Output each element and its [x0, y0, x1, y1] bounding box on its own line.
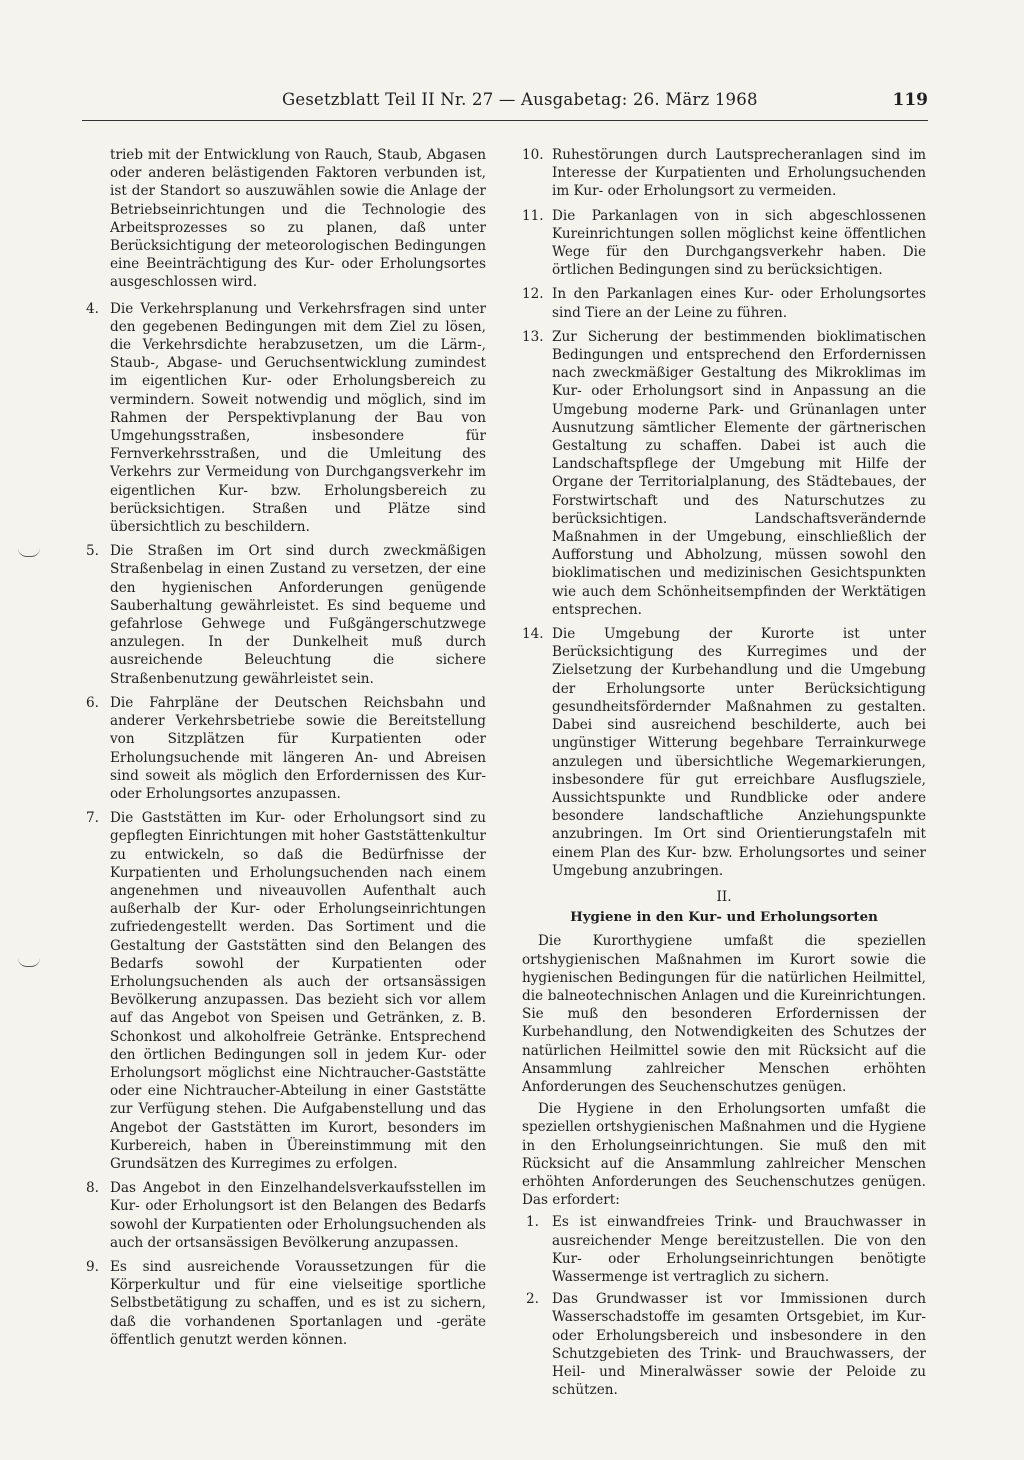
continuation-paragraph: trieb mit der Entwicklung von Rauch, Staub, Abgasen oder anderen belästigenden Faktoren verbunden ist, ist der Standort so auszuwählen sowie die Anlage der Betriebseinrichtungen und die Technologie des Arbeitsprozesses so zu planen, daß unter Berücksichtigung der meteorologischen Bedingungen eine Beeinträchtigung des Kur- oder Erholungsortes ausgeschlossen wird. — [110, 147, 486, 291]
item-text: Das Angebot in den Einzelhandelsverkaufsstellen im Kur- oder Erholungsort ist den Belangen des Bedarfs sowohl der Kurpatienten oder Erholungsuchenden als auch der ortsansässigen Bevölkerung anzupassen. — [110, 1180, 486, 1251]
item-number: 8. — [86, 1180, 99, 1197]
item-number: 6. — [86, 694, 99, 711]
item-number: 11. — [522, 207, 544, 224]
numbered-item — [522, 285, 926, 321]
page-number: 119 — [892, 90, 928, 110]
numbered-item — [522, 207, 926, 280]
margin-mark — [18, 548, 40, 557]
numbered-item — [526, 1213, 926, 1286]
page-header — [82, 90, 928, 121]
numbered-item — [526, 1290, 926, 1399]
item-text: Die Straßen im Ort sind durch zweckmäßigen Straßenbelag in einen Zustand zu versetzen, der eine den hygienischen Anforderungen genügende Sauberhaltung gewährleistet. Es sind bequeme und gefahrlose Gehwege und Fußgängerschutzwege anzulegen. In der Dunkelheit muß durch ausreichende Beleuchtung die sichere Straßenbenutzung gewährleistet sein. — [110, 543, 486, 687]
left-column — [86, 146, 486, 1355]
numbered-item — [86, 300, 486, 537]
numbered-item — [522, 625, 926, 880]
section-number: II. — [716, 888, 732, 905]
item-text: Die Gaststätten im Kur- oder Erholungsort sind zu gepflegten Einrichtungen mit hoher Gaststättenkultur zu entwickeln, so daß die Bedürfnisse der Kurpatienten und Erholungsuchenden nach einem angenehmen und niveauvollen Aufenthalt auch außerhalb der Kur- oder Erholungseinrichtungen zufriedengestellt werden. Das Sortiment und die Gestaltung der Gaststätten sind den Belangen des Bedarfs sowohl der Kurpatienten oder Erholungsuchenden als auch der ortsansässigen Bevölkerung anzupassen. Das bezieht sich vor allem auf das Angebot von Speisen und Getränken, z. B. Schonkost und alkoholfreie Getränke. Entsprechend den örtlichen Bedingungen soll in jedem Kur- oder Erholungsort möglichst eine Nichtraucher-Gaststätte oder eine Nichtraucher-Abteilung in einer Gaststätte zur Verfügung stehen. Die Aufgabenstellung und das Angebot der Gaststätten im Kurort, besonders im Kurbereich, haben in Übereinstimmung mit den Grundsätzen des Kurregimes zu erfolgen. — [110, 810, 486, 1172]
item-number: 5. — [86, 543, 99, 560]
section-paragraph: Die Kurorthygiene umfaßt die speziellen ortshygienischen Maßnahmen im Kurort sowie die hygienischen Bedingungen für die natürlichen Heilmittel, die balneotechnischen Anlagen und die Kureinrichtungen. Sie muß den besonderen Erfordernissen der Kurbehandlung, den Notwendigkeiten des Schutzes der natürlichen Heilmittel sowie den mit Rücksicht auf die Ansammlung zahlreicher Menschen erhöhten Anforderungen des Seuchenschutzes genügen. — [522, 933, 926, 1095]
item-text: Die Parkanlagen von in sich abgeschlossenen Kureinrichtungen sollen möglichst keine öffentlichen Wege für den Durchgangsverkehr haben. Die örtlichen Bedingungen sind zu berücksichtigen. — [552, 207, 926, 279]
numbered-item — [86, 809, 486, 1173]
right-column — [522, 146, 926, 1403]
numbered-item — [86, 542, 486, 688]
section-paragraph: Die Hygiene in den Erholungsorten umfaßt die speziellen ortshygienischen Maßnahmen und die Hygiene in den Erholungseinrichtungen. Sie muß den mit Rücksicht auf die Ansammlung zahlreicher Menschen erhöhten Anforderungen des Seuchenschutzes genügen. Das erfordert: — [522, 1101, 926, 1209]
item-text: Es ist einwandfreies Trink- und Brauchwasser in ausreichender Menge bereitzustellen. Die von den Kur- oder Erholungseinrichtungen benötigte Wassermenge ist vertraglich zu sichern. — [552, 1214, 926, 1285]
item-number: 14. — [522, 626, 544, 643]
item-number: 7. — [86, 810, 99, 827]
item-number: 1. — [526, 1214, 539, 1231]
margin-mark — [18, 958, 40, 967]
item-number: 10. — [522, 147, 544, 163]
item-number: 4. — [86, 300, 99, 317]
item-number: 9. — [86, 1258, 99, 1275]
item-text: Die Verkehrsplanung und Verkehrsfragen sind unter den gegebenen Bedingungen mit dem Ziel zu lösen, die Verkehrsdichte herabzusetzen, um die Lärm-, Staub-, Abgase- und Geruchsentwicklung zumindest im eigentlichen Kur- oder Erholungsbereich zu vermindern. Soweit notwendig und möglich, sind im Rahmen der Perspektivplanung der Bau von Umgehungsstraßen, insbesondere für Fernverkehrsstraßen, und die Umleitung des Verkehrs zur Vermeidung von Durchgangsverkehr im eigentlichen Kur- bzw. Erholungsbereich zu berücksichtigen. Straßen und Plätze sind übersichtlich zu beschildern. — [110, 300, 486, 536]
numbered-item — [522, 146, 926, 201]
section-title: Hygiene in den Kur- und Erholungsorten — [570, 909, 878, 926]
numbered-item — [522, 328, 926, 619]
item-text: Das Grundwasser ist vor Immissionen durch Wasserschadstoffe im gesamten Ortsgebiet, im Kur- oder Erholungsbereich und insbesondere in den Schutzgebieten des Trink- und Brauchwassers, der Heil- und Mineralwässer sowie der Peloide zu schützen. — [552, 1291, 926, 1399]
header-title: Gesetzblatt Teil II Nr. 27 — Ausgabetag: 26. März 1968 — [282, 90, 758, 109]
numbered-item — [86, 1179, 486, 1252]
item-number: 13. — [522, 328, 544, 345]
item-text: In den Parkanlagen eines Kur- oder Erholungsortes sind Tiere an der Leine zu führen. — [552, 286, 926, 321]
item-text: Zur Sicherung der bestimmenden bioklimatischen Bedingungen und entsprechend den Erfordernissen nach zweckmäßiger Gestaltung des Mikroklimas im Kur- oder Erholungsort sind in Anpassung an die Umgebung moderne Park- und Grünanlagen unter Ausnutzung sämtlicher Elemente der gärtnerischen Gestaltung zu schaffen. Dabei ist auch die Landschaftspflege der Umgebung mit Hilfe der Organe der Territorialplanung, des Städtebaues, der Forstwirtschaft und des Naturschutzes zu berücksichtigen. Landschaftsverändernde Maßnahmen in der Umgebung, einschließlich der Aufforstung und Abholzung, müssen sowohl den bioklimatischen und medizinischen Gesichtspunkten wie auch dem Schönheitsempfinden der Werktätigen entsprechen. — [552, 328, 926, 618]
item-number: 12. — [522, 286, 544, 303]
numbered-item — [86, 694, 486, 803]
item-text: Die Umgebung der Kurorte ist unter Berücksichtigung des Kurregimes und der Zielsetzung der Kurbehandlung und die Umgebung der Erholungsorte unter Berücksichtigung gesundheitsfördernder Maßnahmen zu gestalten. Dabei sind ausreichend beschilderte, auch bei ungünstiger Witterung begehbare Terrainkurwege anzulegen und übersichtliche Wegemarkierungen, insbesondere für gut erreichbare Ausflugsziele, Aussichtspunkte und Rundblicke oder andere besondere landschaftliche Anziehungspunkte anzubringen. Im Ort sind Orientierungstafeln mit einem Plan des Kur- bzw. Erholungsortes und seiner Umgebung anzubringen. — [552, 626, 926, 879]
numbered-item — [86, 1258, 486, 1349]
item-number: 2. — [526, 1291, 539, 1308]
item-text: Es sind ausreichende Voraussetzungen für die Körperkultur und für eine vielseitige sportliche Selbstbetätigung zu schaffen, und es ist zu sichern, daß die vorhandenen Sportanlagen und -geräte öffentlich genutzt werden können. — [110, 1258, 486, 1348]
item-text: Die Fahrpläne der Deutschen Reichsbahn und anderer Verkehrsbetriebe sowie die Bereitstellung von Sitzplätzen für Kurpatienten oder Erholungsuchende mit längeren An- und Abreisen sind soweit als möglich den Erfordernissen des Kur- oder Erholungsortes anzupassen. — [110, 694, 486, 802]
item-text: Ruhestörungen durch Lautsprecheranlagen sind im Interesse der Kurpatienten und Erholungsuchenden im Kur- oder Erholungsort zu vermeiden. — [552, 147, 926, 200]
